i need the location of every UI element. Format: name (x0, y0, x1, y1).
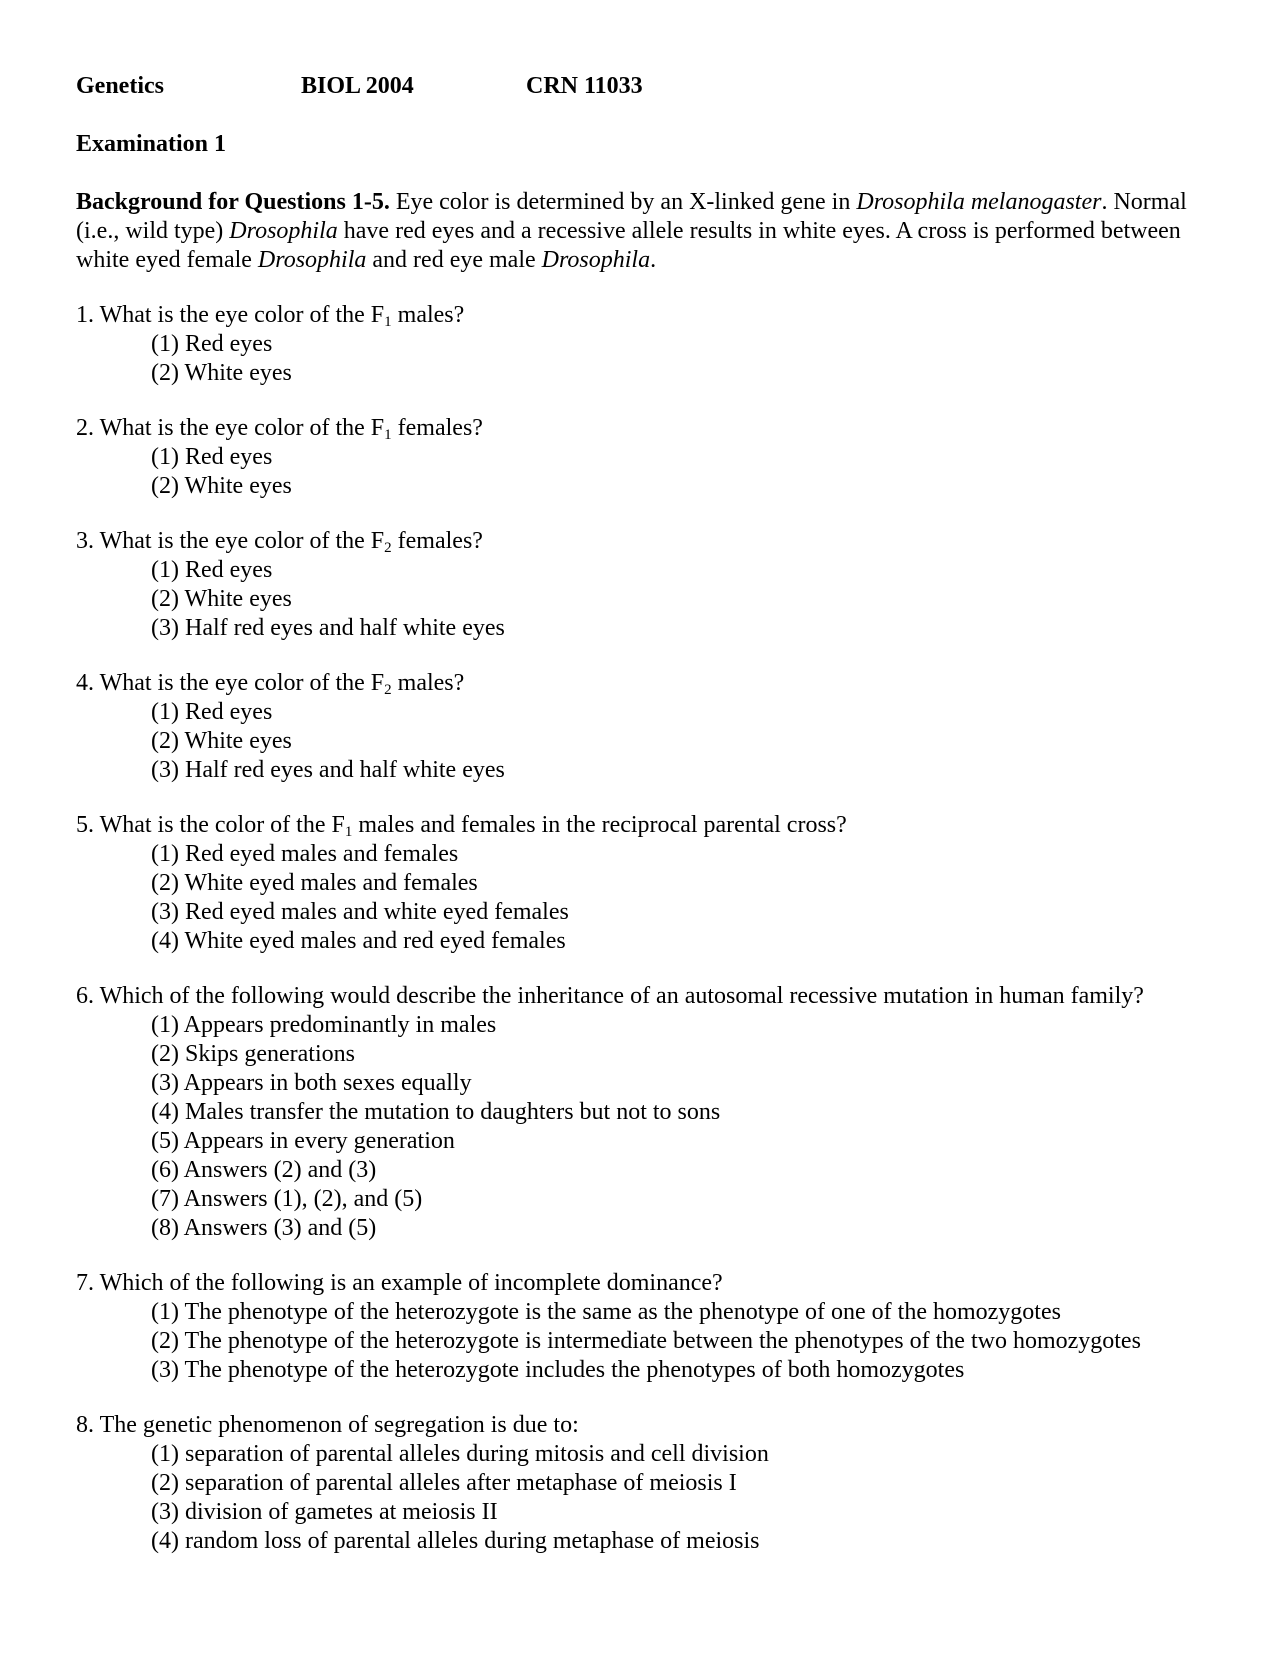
answer-option: (1) Appears predominantly in males (151, 1012, 497, 1038)
background-text: have red eyes and a recessive allele results in white eyes. A cross is performed between white eyed female (76, 218, 1181, 273)
question-text (76, 1411, 1236, 1440)
answer-option: (4) random loss of parental alleles during metaphase of meiosis (151, 1528, 760, 1554)
answer-option: (2) White eyes (151, 586, 292, 612)
question-2 (76, 414, 1236, 501)
genus-name: Drosophila (257, 247, 367, 273)
question-text (76, 527, 1236, 556)
answer-option: (1) Red eyes (151, 557, 273, 583)
answer-options (76, 1298, 1236, 1385)
question-4 (76, 669, 1236, 785)
background-text: Eye color is determined by an X-linked gene in (389, 189, 857, 215)
answer-option: (4) White eyed males and red eyed females (151, 928, 566, 954)
answer-option: (3) Red eyed males and white eyed females (151, 899, 569, 925)
question-stem: 6. Which of the following would describe the inheritance of an autosomal recessive mutation in human family? (76, 983, 1144, 1009)
answer-option: (1) Red eyes (151, 699, 273, 725)
answer-option: (3) Half red eyes and half white eyes (151, 615, 505, 641)
question-1 (76, 301, 1236, 388)
answer-options (76, 840, 1236, 956)
question-text (76, 1269, 1236, 1298)
answer-options (76, 698, 1236, 785)
answer-option: (1) Red eyes (151, 331, 273, 357)
question-stem: 5. What is the color of the F (76, 812, 345, 838)
generation-subscript: 2 (384, 682, 392, 698)
generation-subscript: 1 (384, 314, 392, 330)
question-6 (76, 982, 1236, 1243)
answer-option: (2) The phenotype of the heterozygote is intermediate between the phenotypes of the two homozygotes (151, 1328, 1141, 1354)
answer-option: (2) White eyes (151, 473, 292, 499)
question-5 (76, 811, 1236, 956)
question-stem-end: males and females in the reciprocal parental cross? (352, 812, 847, 838)
answer-option: (2) separation of parental alleles after metaphase of meiosis I (151, 1470, 737, 1496)
answer-options (76, 1440, 1236, 1556)
exam-title: Examination 1 (76, 131, 227, 157)
background-text: . Normal (i.e., wild type) (76, 189, 1187, 244)
question-stem: 1. What is the eye color of the F (76, 302, 385, 328)
question-stem-end: females? (391, 415, 483, 441)
genus-name: Drosophila (229, 218, 338, 244)
answer-option: (2) White eyes (151, 728, 292, 754)
answer-option: (3) Half red eyes and half white eyes (151, 757, 505, 783)
answer-options (76, 556, 1236, 643)
answer-option: (8) Answers (3) and (5) (151, 1215, 377, 1241)
question-7 (76, 1269, 1236, 1385)
generation-subscript: 1 (344, 824, 353, 840)
answer-option: (3) division of gametes at meiosis II (151, 1499, 498, 1525)
question-stem: 7. Which of the following is an example of incomplete dominance? (76, 1270, 723, 1296)
question-8 (76, 1411, 1236, 1556)
crn-number: CRN 11033 (526, 73, 643, 99)
answer-options (76, 1011, 1236, 1243)
question-stem: 2. What is the eye color of the F (76, 415, 385, 441)
answer-option: (1) The phenotype of the heterozygote is the same as the phenotype of one of the homozygotes (151, 1299, 1061, 1325)
question-text (76, 982, 1236, 1011)
answer-option: (2) White eyes (151, 360, 292, 386)
question-stem: 3. What is the eye color of the F (76, 528, 385, 554)
question-stem-end: males? (391, 302, 465, 328)
genus-name: Drosophila (541, 247, 651, 273)
answer-option: (1) separation of parental alleles during mitosis and cell division (151, 1441, 769, 1467)
question-stem-end: females? (391, 528, 483, 554)
answer-option: (1) Red eyes (151, 444, 273, 470)
background-text: and red eye male (366, 247, 542, 273)
answer-option: (6) Answers (2) and (3) (151, 1157, 377, 1183)
question-text (76, 669, 1236, 698)
question-text (76, 811, 1236, 840)
generation-subscript: 1 (384, 427, 392, 443)
answer-option: (3) The phenotype of the heterozygote includes the phenotypes of both homozygotes (151, 1357, 965, 1383)
question-stem: 4. What is the eye color of the F (76, 670, 385, 696)
question-3 (76, 527, 1236, 643)
course-code: BIOL 2004 (301, 73, 414, 99)
answer-options (76, 443, 1236, 501)
background-paragraph (76, 188, 1226, 275)
background-text: . (650, 247, 657, 273)
question-stem-end: males? (391, 670, 465, 696)
answer-option: (7) Answers (1), (2), and (5) (151, 1186, 423, 1212)
answer-option: (4) Males transfer the mutation to daughters but not to sons (151, 1099, 721, 1125)
answer-option: (2) White eyed males and females (151, 870, 478, 896)
generation-subscript: 2 (384, 540, 392, 556)
answer-option: (1) Red eyed males and females (151, 841, 459, 867)
background-label: Background for Questions 1-5. (76, 189, 390, 215)
question-stem: 8. The genetic phenomenon of segregation is due to: (76, 1412, 579, 1438)
question-list (76, 301, 1236, 1582)
answer-option: (3) Appears in both sexes equally (151, 1070, 472, 1096)
answer-option: (2) Skips generations (151, 1041, 355, 1067)
question-text (76, 301, 1236, 330)
course-name: Genetics (76, 73, 164, 99)
question-text (76, 414, 1236, 443)
answer-option: (5) Appears in every generation (151, 1128, 455, 1154)
answer-options (76, 330, 1236, 388)
species-name: Drosophila melanogaster (856, 189, 1102, 215)
